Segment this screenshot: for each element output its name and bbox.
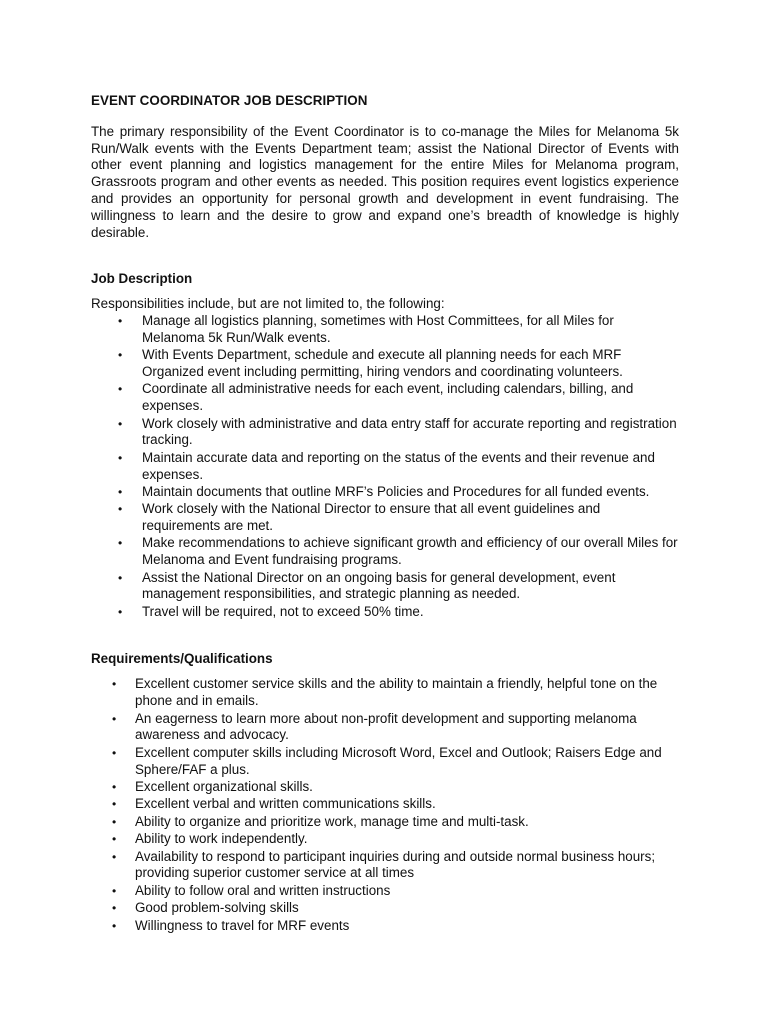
- list-item: [91, 313, 679, 347]
- list-item-text: Willingness to travel for MRF events: [135, 917, 350, 933]
- list-item: [91, 711, 679, 745]
- bullet-icon: •: [118, 450, 123, 465]
- list-item: [91, 676, 679, 710]
- requirements-heading: Requirements/Qualifications: [91, 650, 273, 666]
- bullet-icon: •: [112, 832, 117, 847]
- list-item: [91, 849, 679, 883]
- list-item-text: Assist the National Director on an ongoing basis for general development, event management responsibilities, and strategic planning as needed.: [142, 569, 616, 602]
- list-item-text: Ability to follow oral and written instructions: [135, 882, 391, 898]
- list-item: [91, 796, 679, 813]
- bullet-icon: •: [112, 918, 117, 933]
- requirements-list: [91, 676, 679, 934]
- list-item-text: Work closely with administrative and data entry staff for accurate reporting and registration tracking.: [142, 415, 677, 448]
- list-item: [91, 484, 679, 501]
- list-item-text: Maintain accurate data and reporting on the status of the events and their revenue and expenses.: [142, 449, 655, 482]
- list-item: [91, 416, 679, 450]
- bullet-icon: •: [112, 883, 117, 898]
- bullet-icon: •: [112, 849, 117, 864]
- list-item-text: Excellent verbal and written communications skills.: [135, 796, 436, 812]
- list-item: [91, 779, 679, 796]
- intro-paragraph: The primary responsibility of the Event Coordinator is to co-manage the Miles for Melanoma 5k Run/Walk events with the Events Department team; assist the National Director of Events with other event planning and logistics management for the entire Miles for Melanoma program, Grassroots program and other events as needed. This position requires event logistics experience and provides an opportunity for personal growth and development in event fundraising. The willingness to learn and the desire to grow and expand one’s breadth of knowledge is highly desirable.: [91, 123, 679, 240]
- bullet-icon: •: [118, 536, 123, 551]
- job-description-heading: Job Description: [91, 271, 193, 287]
- list-item: [91, 381, 679, 415]
- list-item-text: An eagerness to learn more about non-profit development and supporting melanoma awareness and advocacy.: [135, 710, 637, 743]
- list-item: [91, 900, 679, 917]
- bullet-icon: •: [118, 570, 123, 585]
- list-item: [91, 814, 679, 831]
- responsibilities-list: [91, 313, 679, 621]
- list-item-text: Excellent customer service skills and the ability to maintain a friendly, helpful tone on the phone and in emails.: [135, 676, 658, 709]
- list-item-text: Maintain documents that outline MRF’s Policies and Procedures for all funded events.: [142, 483, 650, 499]
- list-item: [91, 918, 679, 935]
- bullet-icon: •: [112, 797, 117, 812]
- document-title: EVENT COORDINATOR JOB DESCRIPTION: [91, 93, 368, 108]
- list-item-text: With Events Department, schedule and execute all planning needs for each MRF Organized event including permitting, hiring vendors and coordinating volunteers.: [142, 347, 623, 379]
- list-item: [91, 604, 679, 621]
- list-item-text: Make recommendations to achieve significant growth and efficiency of our overall Miles for Melanoma and Event fundraising programs.: [142, 535, 678, 568]
- bullet-icon: •: [118, 604, 123, 619]
- document-page: [91, 93, 679, 935]
- list-item: [91, 883, 679, 900]
- list-item: [91, 501, 679, 535]
- list-item: [91, 745, 679, 779]
- list-item: [91, 535, 679, 569]
- list-item-text: Ability to work independently.: [135, 831, 308, 847]
- bullet-icon: •: [112, 711, 117, 726]
- bullet-icon: •: [118, 502, 123, 517]
- bullet-icon: •: [118, 484, 123, 499]
- responsibilities-lead: Responsibilities include, but are not limited to, the following:: [91, 296, 445, 312]
- bullet-icon: •: [112, 677, 117, 692]
- bullet-icon: •: [112, 745, 117, 760]
- list-item: [91, 570, 679, 604]
- bullet-icon: •: [118, 382, 123, 397]
- bullet-icon: •: [112, 814, 117, 829]
- list-item-text: Ability to organize and prioritize work, manage time and multi-task.: [135, 813, 529, 829]
- bullet-icon: •: [112, 780, 117, 795]
- bullet-icon: •: [118, 416, 123, 431]
- list-item-text: Manage all logistics planning, sometimes with Host Committees, for all Miles for Melanoma 5k Run/Walk events.: [142, 312, 614, 345]
- list-item: [91, 347, 679, 381]
- list-item: [91, 450, 679, 484]
- list-item-text: Good problem-solving skills: [135, 900, 299, 916]
- list-item-text: Availability to respond to participant inquiries during and outside normal business hours; providing superior customer service at all times: [135, 848, 656, 881]
- list-item-text: Excellent computer skills including Microsoft Word, Excel and Outlook; Raisers Edge and Sphere/FAF a plus.: [135, 744, 662, 777]
- list-item-text: Work closely with the National Director to ensure that all event guidelines and requirements are met.: [142, 501, 601, 534]
- bullet-icon: •: [118, 348, 123, 363]
- list-item-text: Travel will be required, not to exceed 50% time.: [142, 603, 424, 619]
- list-item-text: Coordinate all administrative needs for each event, including calendars, billing, and expenses.: [142, 381, 634, 414]
- list-item-text: Excellent organizational skills.: [135, 779, 313, 795]
- list-item: [91, 831, 679, 848]
- bullet-icon: •: [118, 313, 123, 328]
- bullet-icon: •: [112, 901, 117, 916]
